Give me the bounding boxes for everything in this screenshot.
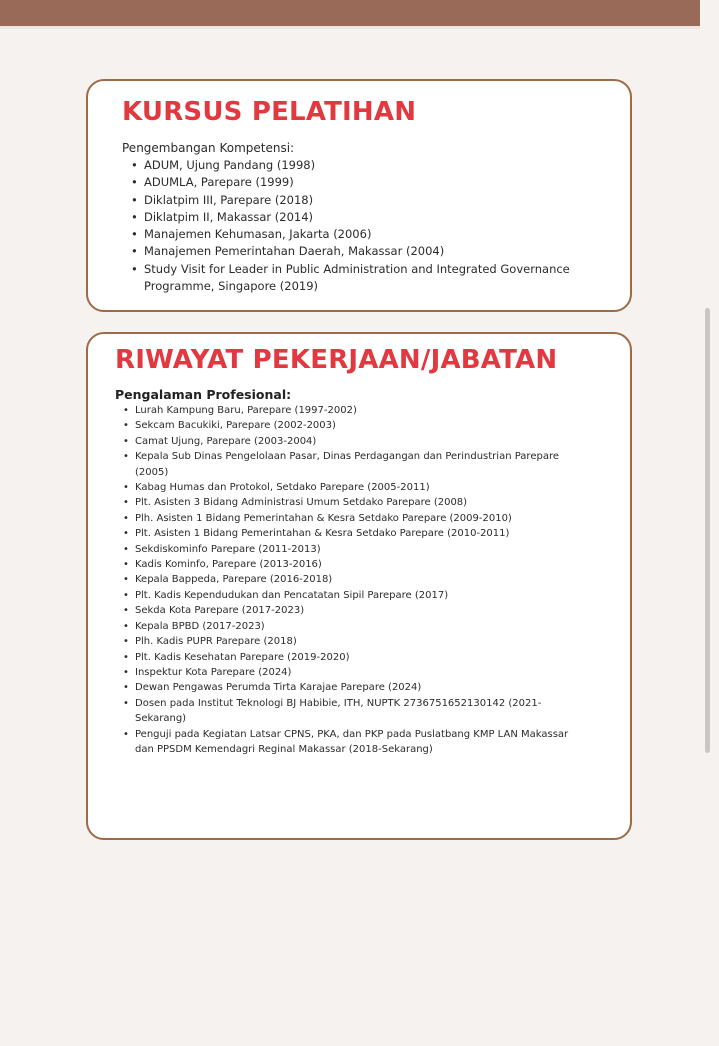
list-item: • Kepala Bappeda, Parepare (2016-2018) bbox=[135, 572, 587, 587]
list-item: • Plh. Kadis PUPR Parepare (2018) bbox=[135, 634, 587, 649]
list-item: • Diklatpim III, Parepare (2018) bbox=[144, 192, 610, 209]
training-title: KURSUS PELATIHAN bbox=[122, 97, 417, 127]
list-item: • Penguji pada Kegiatan Latsar CPNS, PKA, dan PKP pada Puslatbang KMP LAN Makassar dan PPSDM Kemendagri Reginal Makassar (2018-Sekarang) bbox=[135, 727, 587, 758]
list-item: • Plh. Asisten 1 Bidang Pemerintahan & Kesra Setdako Parepare (2009-2010) bbox=[135, 511, 587, 526]
career-title: RIWAYAT PEKERJAAN/JABATAN bbox=[115, 345, 558, 375]
list-item: • Plt. Kadis Kesehatan Parepare (2019-2020) bbox=[135, 650, 587, 665]
list-item: • Kepala Sub Dinas Pengelolaan Pasar, Dinas Perdagangan dan Perindustrian Parepare (2005) bbox=[135, 449, 587, 480]
list-item: • Dosen pada Institut Teknologi BJ Habibie, ITH, NUPTK 2736751652130142 (2021-Sekarang) bbox=[135, 696, 587, 727]
list-item: • Sekdiskominfo Parepare (2011-2013) bbox=[135, 542, 587, 557]
list-item: • Kadis Kominfo, Parepare (2013-2016) bbox=[135, 557, 587, 572]
list-item: • ADUMLA, Parepare (1999) bbox=[144, 174, 610, 191]
list-item: • ADUM, Ujung Pandang (1998) bbox=[144, 157, 610, 174]
list-item: • Plt. Kadis Kependudukan dan Pencatatan Sipil Parepare (2017) bbox=[135, 588, 587, 603]
list-item: • Plt. Asisten 3 Bidang Administrasi Umum Setdako Parepare (2008) bbox=[135, 495, 587, 510]
list-item: • Study Visit for Leader in Public Administration and Integrated Governance Programme, Singapore (2019) bbox=[144, 261, 610, 296]
top-bar-shadow bbox=[0, 26, 700, 29]
career-card bbox=[86, 332, 632, 840]
list-item: • Manajemen Kehumasan, Jakarta (2006) bbox=[144, 226, 610, 243]
career-subtitle: Pengalaman Profesional: bbox=[115, 387, 292, 402]
career-list bbox=[135, 403, 587, 757]
training-card bbox=[86, 79, 632, 312]
list-item: • Dewan Pengawas Perumda Tirta Karajae Parepare (2024) bbox=[135, 680, 587, 695]
page-scrollbar[interactable] bbox=[705, 308, 710, 753]
list-item: • Kabag Humas dan Protokol, Setdako Parepare (2005-2011) bbox=[135, 480, 587, 495]
top-bar bbox=[0, 0, 700, 26]
list-item: • Sekda Kota Parepare (2017-2023) bbox=[135, 603, 587, 618]
list-item: • Sekcam Bacukiki, Parepare (2002-2003) bbox=[135, 418, 587, 433]
list-item: • Lurah Kampung Baru, Parepare (1997-2002) bbox=[135, 403, 587, 418]
training-subtitle: Pengembangan Kompetensi: bbox=[122, 141, 295, 155]
list-item: • Inspektur Kota Parepare (2024) bbox=[135, 665, 587, 680]
list-item: • Camat Ujung, Parepare (2003-2004) bbox=[135, 434, 587, 449]
list-item: • Diklatpim II, Makassar (2014) bbox=[144, 209, 610, 226]
list-item: • Manajemen Pemerintahan Daerah, Makassar (2004) bbox=[144, 243, 610, 260]
list-item: • Kepala BPBD (2017-2023) bbox=[135, 619, 587, 634]
list-item: • Plt. Asisten 1 Bidang Pemerintahan & Kesra Setdako Parepare (2010-2011) bbox=[135, 526, 587, 541]
training-list bbox=[144, 157, 610, 295]
